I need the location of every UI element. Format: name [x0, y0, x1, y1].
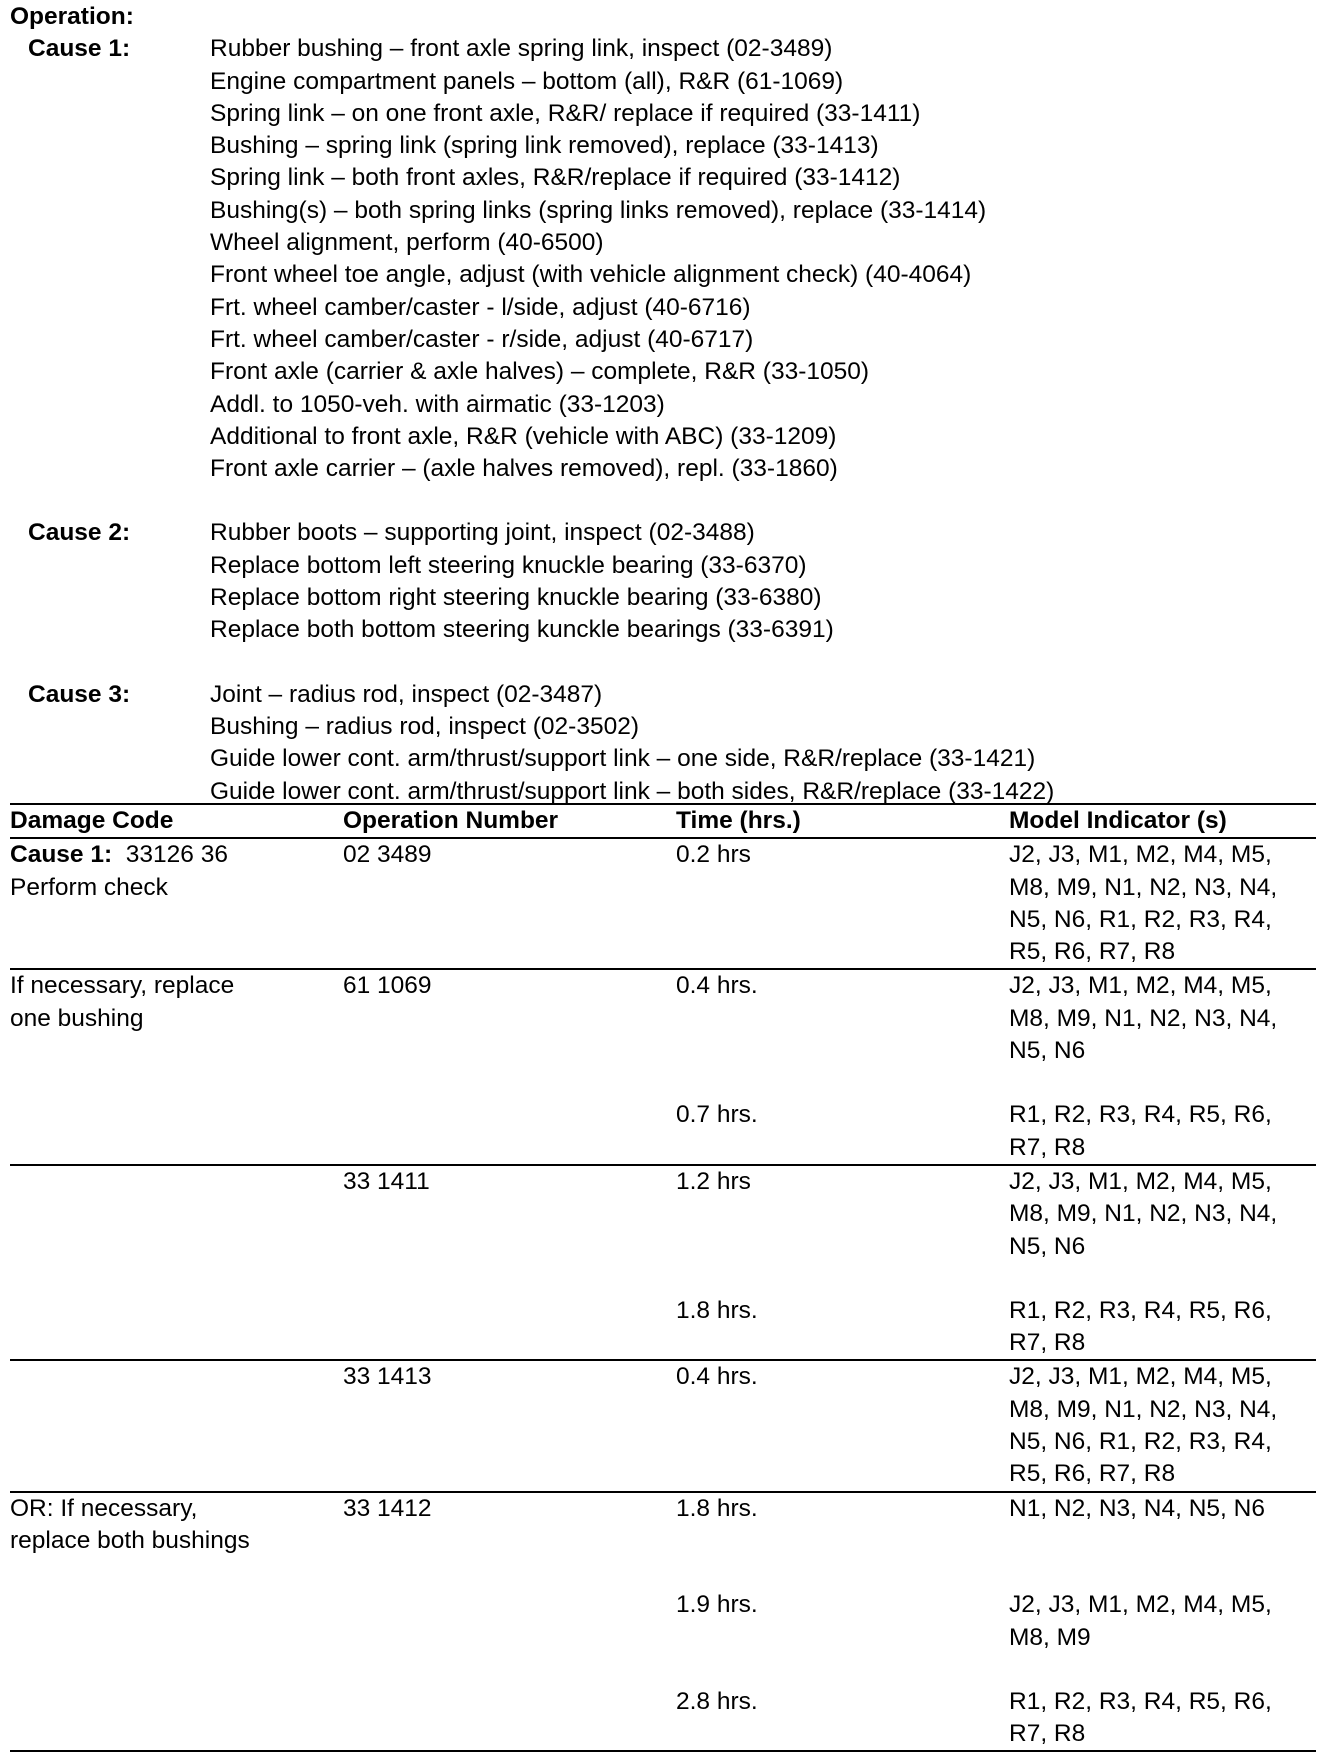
causes-section [10, 33, 1316, 808]
cause-operations [210, 679, 1316, 808]
damage-code-line [10, 839, 343, 871]
damage-code-cell [10, 838, 343, 969]
time-cell: 1.8 hrs. [676, 1492, 1009, 1558]
table-row [10, 838, 1316, 969]
damage-code-cell [10, 969, 343, 1067]
model-line: R5, R6, R7, R8 [1009, 1460, 1176, 1488]
spacer-cell [10, 1067, 343, 1099]
table-row [10, 1492, 1316, 1558]
model-indicator-cell [1009, 1589, 1316, 1654]
operation-title: Operation: [10, 3, 134, 30]
operation-line: Addl. to 1050-veh. with airmatic (33-1203) [210, 390, 665, 418]
spacer-cell [1009, 1067, 1316, 1099]
header-model-indicator: Model Indicator (s) [1009, 804, 1316, 838]
time-cell: 0.7 hrs. [676, 1101, 758, 1129]
model-indicator-cell [1009, 969, 1316, 1067]
spacer [10, 485, 1316, 517]
spacer-row [10, 1067, 1316, 1099]
operation-number-cell: 33 1412 [343, 1492, 676, 1558]
damage-code: 33126 36 [112, 841, 228, 869]
model-line: J2, J3, M1, M2, M4, M5, [1009, 1167, 1272, 1195]
spacer-cell [676, 1557, 1009, 1589]
cause-block [10, 679, 1316, 808]
model-line: R1, R2, R3, R4, R5, R6, [1009, 1101, 1272, 1129]
model-line: M8, M9, N1, N2, N3, N4, [1009, 1395, 1278, 1423]
operation-number-cell [343, 1589, 676, 1654]
operation-line: Bushing – radius rod, inspect (02-3502) [210, 712, 640, 740]
time-cell: 1.9 hrs. [676, 1591, 758, 1619]
model-line: R1, R2, R3, R4, R5, R6, [1009, 1687, 1272, 1715]
model-line: N1, N2, N3, N4, N5, N6 [1009, 1494, 1265, 1522]
time-cell: 1.2 hrs [676, 1165, 1009, 1263]
spacer-cell [676, 1067, 1009, 1099]
operation-number-cell: 33 1413 [343, 1360, 676, 1491]
operation-line: Bushing(s) – both spring links (spring links removed), replace (33-1414) [210, 196, 987, 224]
document [10, 0, 1316, 1748]
operation-line: Replace both bottom steering kunckle bearings (33-6391) [210, 616, 834, 644]
model-indicator-cell [1009, 1295, 1316, 1361]
operation-line: Front axle (carrier & axle halves) – complete, R&R (33-1050) [210, 358, 870, 386]
operation-number-cell: 33 1411 [343, 1165, 676, 1263]
time-cell: 1.8 hrs. [676, 1296, 758, 1324]
table-row [10, 969, 1316, 1067]
damage-code-cell [10, 1686, 343, 1752]
cause-label: Cause 2: [28, 519, 131, 547]
damage-text: one bushing [10, 1004, 144, 1032]
operation-line: Rubber boots – supporting joint, inspect (02-3488) [210, 519, 755, 547]
spacer-cell [343, 1263, 676, 1295]
cause-ref: Cause 1: [10, 841, 113, 869]
operation-line: Front axle carrier – (axle halves removed), repl. (33-1860) [210, 455, 838, 483]
operation-line: Frt. wheel camber/caster - l/side, adjust (40-6716) [210, 293, 751, 321]
operation-line: Wheel alignment, perform (40-6500) [210, 229, 604, 257]
spacer [10, 647, 1316, 679]
header-operation-number: Operation Number [343, 804, 676, 838]
damage-text: Perform check [10, 873, 168, 901]
model-line: N5, N6 [1009, 1232, 1086, 1260]
table-row [10, 1589, 1316, 1654]
operation-number-cell: 61 1069 [343, 969, 676, 1067]
model-line: M8, M9, N1, N2, N3, N4, [1009, 1200, 1278, 1228]
table-row [10, 1360, 1316, 1491]
model-line: R7, R8 [1009, 1720, 1086, 1748]
operation-line: Rubber bushing – front axle spring link, inspect (02-3489) [210, 35, 833, 63]
cause-label: Cause 1: [28, 35, 131, 63]
cause-label: Cause 3: [28, 680, 131, 708]
model-indicator-cell [1009, 1165, 1316, 1263]
operation-number-cell [343, 1295, 676, 1361]
operation-number-cell: 02 3489 [343, 838, 676, 969]
model-line: M8, M9 [1009, 1623, 1091, 1651]
model-indicator-cell [1009, 1360, 1316, 1491]
header-damage-code: Damage Code [10, 804, 343, 838]
operation-line: Guide lower cont. arm/thrust/support link – both sides, R&R/replace (33-1422) [210, 777, 1055, 805]
cause-operations [210, 517, 1316, 646]
damage-code-cell [10, 1295, 343, 1361]
damage-code-cell [10, 1492, 343, 1558]
cause-operations [210, 33, 1316, 485]
operation-number-cell [343, 1099, 676, 1165]
model-line: N5, N6, R1, R2, R3, R4, [1009, 905, 1272, 933]
table-row [10, 1099, 1316, 1165]
header-time: Time (hrs.) [676, 804, 1009, 838]
damage-text: replace both bushings [10, 1526, 250, 1554]
model-line: R7, R8 [1009, 1329, 1086, 1357]
model-line: N5, N6 [1009, 1037, 1086, 1065]
model-line: R7, R8 [1009, 1133, 1086, 1161]
operation-line: Joint – radius rod, inspect (02-3487) [210, 680, 603, 708]
time-cell: 0.4 hrs. [676, 1360, 1009, 1491]
spacer-cell [343, 1654, 676, 1686]
model-line: R1, R2, R3, R4, R5, R6, [1009, 1296, 1272, 1324]
operation-number-cell [343, 1686, 676, 1752]
model-indicator-cell [1009, 838, 1316, 969]
operations-table [10, 803, 1316, 1752]
model-line: M8, M9, N1, N2, N3, N4, [1009, 1004, 1278, 1032]
spacer-row [10, 1654, 1316, 1686]
spacer-cell [343, 1067, 676, 1099]
model-line: M8, M9, N1, N2, N3, N4, [1009, 873, 1278, 901]
table-row [10, 1686, 1316, 1752]
cause-block [10, 33, 1316, 485]
spacer-cell [343, 1557, 676, 1589]
model-line: J2, J3, M1, M2, M4, M5, [1009, 972, 1272, 1000]
operation-line: Front wheel toe angle, adjust (with vehicle alignment check) (40-4064) [210, 261, 972, 289]
model-line: J2, J3, M1, M2, M4, M5, [1009, 1363, 1272, 1391]
damage-text: If necessary, replace [10, 972, 235, 1000]
operation-line: Additional to front axle, R&R (vehicle with ABC) (33-1209) [210, 422, 837, 450]
damage-code-cell [10, 1360, 343, 1491]
spacer-cell [1009, 1557, 1316, 1589]
operation-line: Replace bottom left steering knuckle bearing (33-6370) [210, 551, 807, 579]
table-row [10, 1295, 1316, 1361]
operation-line: Spring link – both front axles, R&R/replace if required (33-1412) [210, 164, 901, 192]
time-cell: 0.2 hrs [676, 838, 1009, 969]
spacer-cell [1009, 1263, 1316, 1295]
operation-line: Spring link – on one front axle, R&R/ replace if required (33-1411) [210, 99, 921, 127]
spacer-cell [10, 1557, 343, 1589]
model-indicator-cell [1009, 1492, 1316, 1558]
spacer-cell [10, 1654, 343, 1686]
spacer-cell [10, 1263, 343, 1295]
model-indicator-cell [1009, 1099, 1316, 1165]
damage-code-cell [10, 1099, 343, 1165]
spacer-cell [676, 1654, 1009, 1686]
damage-code-cell [10, 1165, 343, 1263]
operation-line: Bushing – spring link (spring link removed), replace (33-1413) [210, 132, 879, 160]
model-indicator-cell [1009, 1686, 1316, 1752]
time-cell: 0.4 hrs. [676, 969, 1009, 1067]
operation-line: Replace bottom right steering knuckle bearing (33-6380) [210, 584, 822, 612]
damage-code-cell [10, 1589, 343, 1654]
spacer-row [10, 1557, 1316, 1589]
model-line: J2, J3, M1, M2, M4, M5, [1009, 1591, 1272, 1619]
model-line: R5, R6, R7, R8 [1009, 938, 1176, 966]
table-row [10, 1165, 1316, 1263]
spacer-row [10, 1263, 1316, 1295]
operation-line: Guide lower cont. arm/thrust/support link – one side, R&R/replace (33-1421) [210, 745, 1036, 773]
operation-line: Engine compartment panels – bottom (all), R&R (61-1069) [210, 67, 844, 95]
model-line: J2, J3, M1, M2, M4, M5, [1009, 841, 1272, 869]
cause-block [10, 517, 1316, 646]
model-line: N5, N6, R1, R2, R3, R4, [1009, 1428, 1272, 1456]
spacer-cell [676, 1263, 1009, 1295]
damage-text: OR: If necessary, [10, 1494, 198, 1522]
operation-line: Frt. wheel camber/caster - r/side, adjust (40-6717) [210, 325, 754, 353]
table-header-row [10, 804, 1316, 838]
time-cell: 2.8 hrs. [676, 1686, 1009, 1752]
spacer-cell [1009, 1654, 1316, 1686]
